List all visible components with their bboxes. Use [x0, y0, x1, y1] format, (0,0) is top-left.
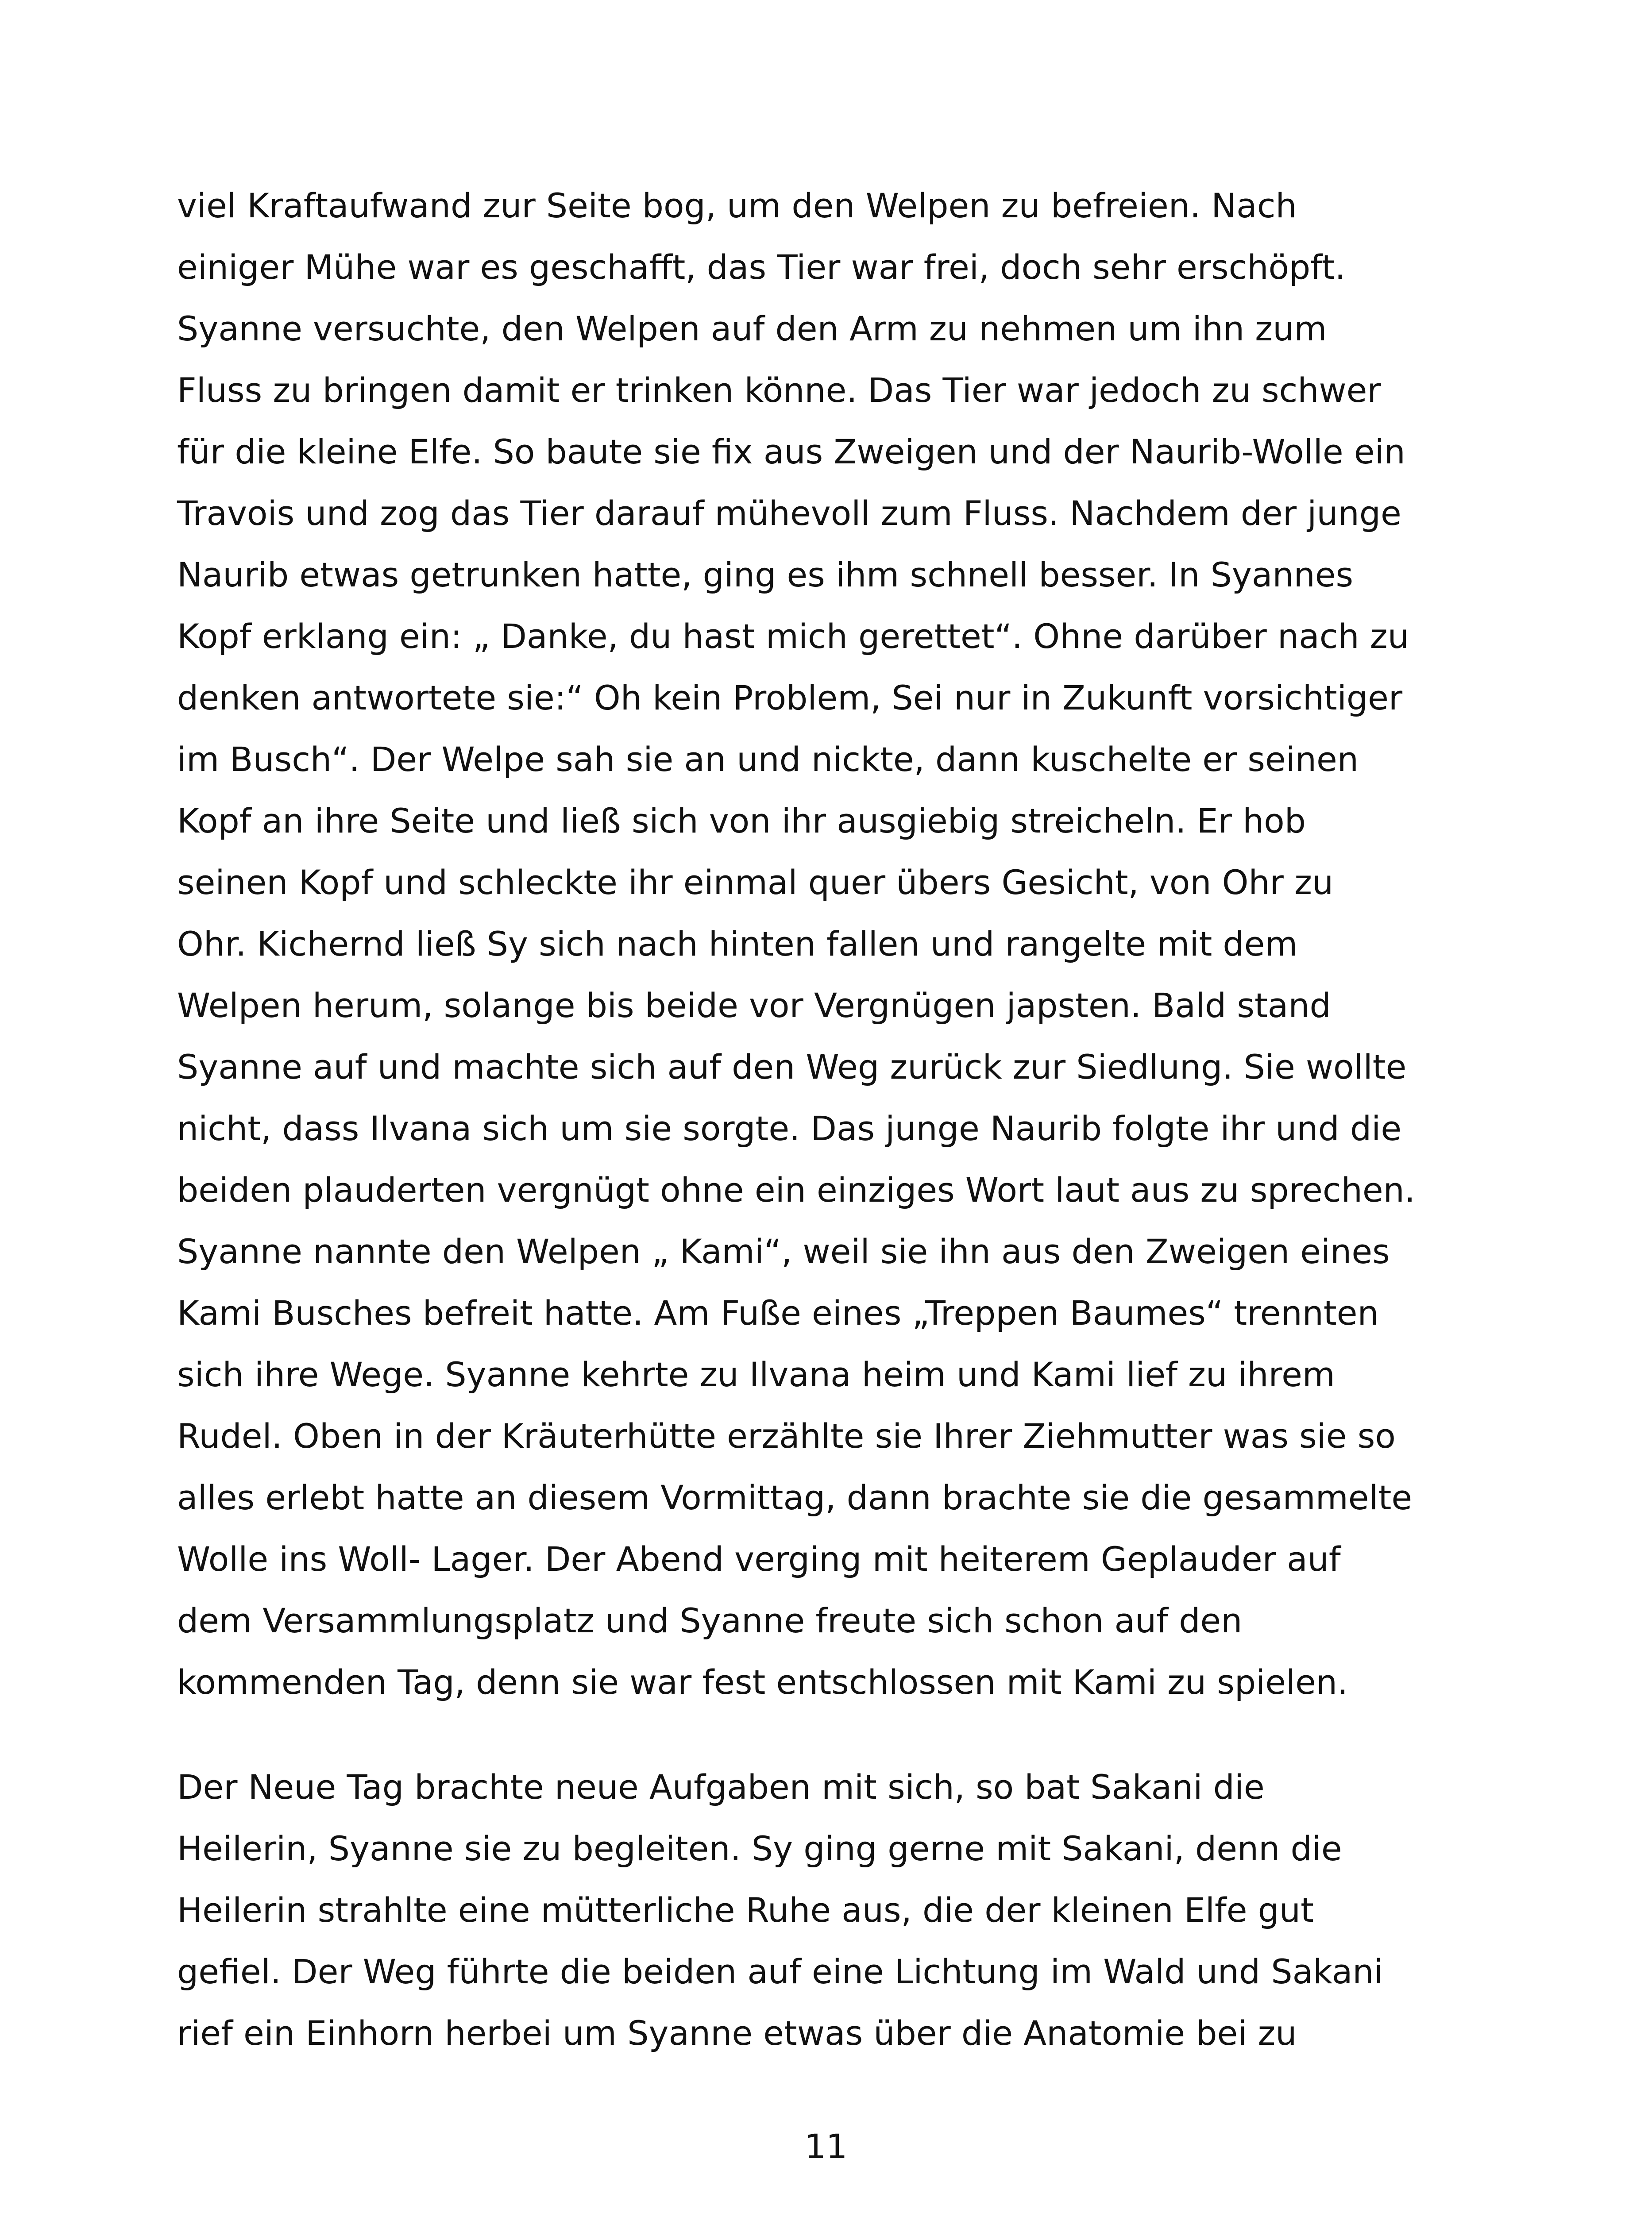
text-line: Wolle ins Woll- Lager. Der Abend verging mit heiterem Geplauder auf — [177, 1539, 1341, 1579]
text-line: gefiel. Der Weg führte die beiden auf eine Lichtung im Wald und Sakani — [177, 1952, 1383, 1991]
text-line: denken antwortete sie:“ Oh kein Problem, Sei nur in Zukunft vorsichtiger — [177, 678, 1403, 717]
text-line: Welpen herum, solange bis beide vor Vergnügen japsten. Bald stand — [177, 986, 1331, 1025]
text-line: kommenden Tag, denn sie war fest entschlossen mit Kami zu spielen. — [177, 1662, 1348, 1702]
text-line: Heilerin strahlte eine mütterliche Ruhe aus, die der kleinen Elfe gut — [177, 1890, 1314, 1930]
text-line: Fluss zu bringen damit er trinken könne. Das Tier war jedoch zu schwer — [177, 370, 1381, 410]
text-line: Kopf erklang ein: „ Danke, du hast mich gerettet“. Ohne darüber nach zu — [177, 617, 1409, 656]
text-line: sich ihre Wege. Syanne kehrte zu Ilvana heim und Kami lief zu ihrem — [177, 1355, 1335, 1394]
text-line: im Busch“. Der Welpe sah sie an und nickte, dann kuschelte er seinen — [177, 740, 1359, 779]
paragraph-1 — [177, 175, 1505, 1713]
text-line: alles erlebt hatte an diesem Vormittag, dann brachte sie die gesammelte — [177, 1478, 1413, 1517]
text-line: seinen Kopf und schleckte ihr einmal quer übers Gesicht, von Ohr zu — [177, 863, 1334, 902]
text-line: dem Versammlungsplatz und Syanne freute sich schon auf den — [177, 1601, 1243, 1640]
text-line: beiden plauderten vergnügt ohne ein einziges Wort laut aus zu sprechen. — [177, 1170, 1415, 1210]
text-line: einiger Mühe war es geschafft, das Tier war frei, doch sehr erschöpft. — [177, 247, 1346, 287]
text-line: Syanne versuchte, den Welpen auf den Arm zu nehmen um ihn zum — [177, 309, 1327, 348]
paragraph-2 — [177, 1756, 1505, 2064]
text-line: Syanne nannte den Welpen „ Kami“, weil sie ihn aus den Zweigen eines — [177, 1232, 1390, 1271]
text-line: Kami Busches befreit hatte. Am Fuße eines „Treppen Baumes“ trennten — [177, 1293, 1379, 1333]
text-line: Travois und zog das Tier darauf mühevoll zum Fluss. Nachdem der junge — [177, 493, 1401, 533]
text-line: Kopf an ihre Seite und ließ sich von ihr ausgiebig streicheln. Er hob — [177, 801, 1306, 840]
text-line: Der Neue Tag brachte neue Aufgaben mit sich, so bat Sakani die — [177, 1767, 1265, 1807]
text-line: Ohr. Kichernd ließ Sy sich nach hinten fallen und rangelte mit dem — [177, 924, 1298, 964]
text-line: Heilerin, Syanne sie zu begleiten. Sy ging gerne mit Sakani, denn die — [177, 1829, 1342, 1868]
page-number: 11 — [804, 2127, 848, 2166]
text-line: Syanne auf und machte sich auf den Weg zurück zur Siedlung. Sie wollte — [177, 1047, 1407, 1087]
text-line: Naurib etwas getrunken hatte, ging es ihm schnell besser. In Syannes — [177, 555, 1354, 594]
text-line: rief ein Einhorn herbei um Syanne etwas über die Anatomie bei zu — [177, 2013, 1297, 2053]
text-line: viel Kraftaufwand zur Seite bog, um den Welpen zu befreien. Nach — [177, 186, 1297, 225]
text-line: nicht, dass Ilvana sich um sie sorgte. Das junge Naurib folgte ihr und die — [177, 1109, 1402, 1148]
text-line: Rudel. Oben in der Kräuterhütte erzählte sie Ihrer Ziehmutter was sie so — [177, 1416, 1396, 1456]
text-line: für die kleine Elfe. So baute sie fix aus Zweigen und der Naurib-Wolle ein — [177, 432, 1405, 471]
